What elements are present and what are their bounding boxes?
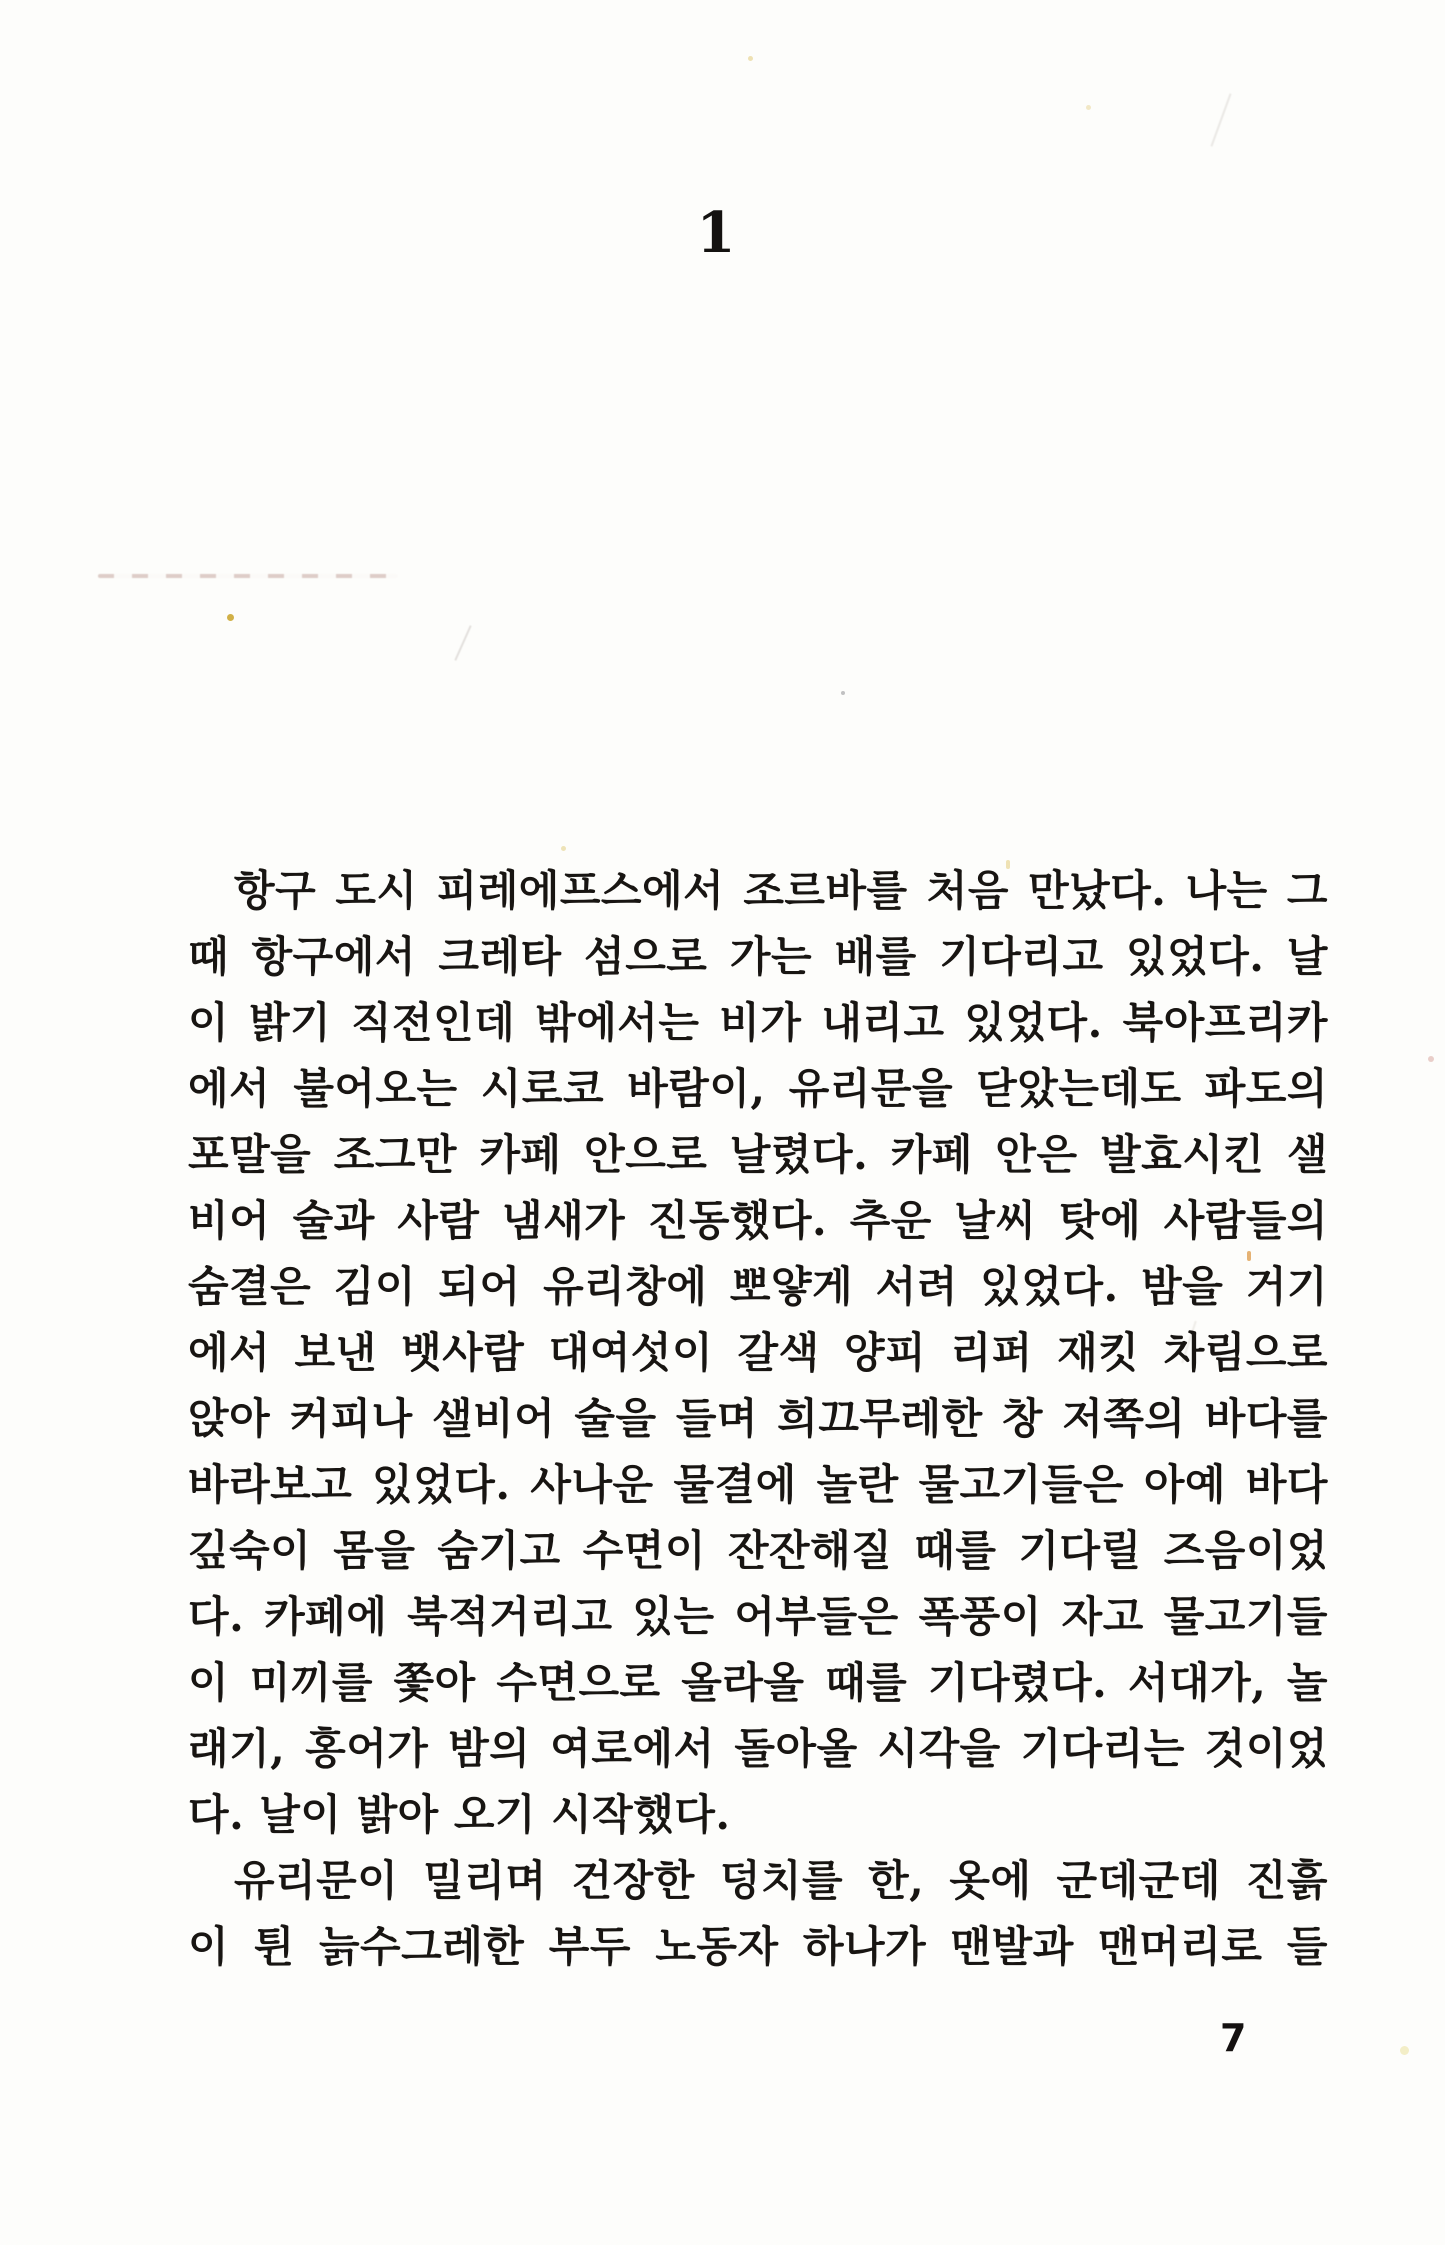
text-line: 래기, 홍어가 밤의 여로에서 돌아올 시각을 기다리는 것이었	[188, 1724, 1328, 1773]
text-line: 이 밝기 직전인데 밖에서는 비가 내리고 있었다. 북아프리카	[188, 998, 1328, 1047]
text-line: 앉아 커피나 샐비어 술을 들며 희끄무레한 창 저쪽의 바다를	[188, 1394, 1328, 1443]
text-line: 깊숙이 몸을 숨기고 수면이 잔잔해질 때를 기다릴 즈음이었	[188, 1526, 1328, 1575]
text-line: 바라보고 있었다. 사나운 물결에 놀란 물고기들은 아예 바다	[188, 1460, 1328, 1509]
scan-speck	[1086, 105, 1091, 110]
scan-speck	[748, 56, 753, 61]
scan-speck	[227, 614, 234, 621]
text-line: 에서 보낸 뱃사람 대여섯이 갈색 양피 리퍼 재킷 차림으로	[188, 1328, 1328, 1377]
text-line: 다. 날이 밝아 오기 시작했다.	[188, 1790, 731, 1839]
text-line: 때 항구에서 크레타 섬으로 가는 배를 기다리고 있었다. 날	[188, 932, 1328, 981]
text-line: 이 튄 늙수그레한 부두 노동자 하나가 맨발과 맨머리로 들	[188, 1922, 1328, 1971]
text-line: 숨결은 김이 되어 유리창에 뽀얗게 서려 있었다. 밤을 거기	[188, 1262, 1328, 1311]
scan-scratch	[1210, 93, 1231, 146]
page-number: 7	[1220, 2016, 1247, 2060]
text-line: 포말을 조그만 카페 안으로 날렸다. 카페 안은 발효시킨 샐	[188, 1130, 1328, 1179]
text-line: 이 미끼를 쫓아 수면으로 올라올 때를 기다렸다. 서대가, 놀	[188, 1658, 1328, 1707]
scan-speck	[841, 691, 845, 695]
text-line: 에서 불어오는 시로코 바람이, 유리문을 닫았는데도 파도의	[188, 1064, 1328, 1113]
scan-speck	[561, 846, 566, 851]
scan-scratch	[454, 625, 471, 661]
scan-speck	[1400, 2046, 1409, 2055]
text-line: 유리문이 밀리며 건장한 덩치를 한, 옷에 군데군데 진흙	[234, 1856, 1328, 1905]
scan-speck	[1428, 1056, 1434, 1062]
text-line: 항구 도시 피레에프스에서 조르바를 처음 만났다. 나는 그	[234, 866, 1328, 915]
text-line: 비어 술과 사람 냄새가 진동했다. 추운 날씨 탓에 사람들의	[188, 1196, 1328, 1245]
text-line: 다. 카페에 북적거리고 있는 어부들은 폭풍이 자고 물고기들	[188, 1592, 1328, 1641]
chapter-number: 1	[696, 200, 736, 266]
scan-smudge-line	[98, 574, 398, 578]
body-text	[188, 858, 1328, 1980]
